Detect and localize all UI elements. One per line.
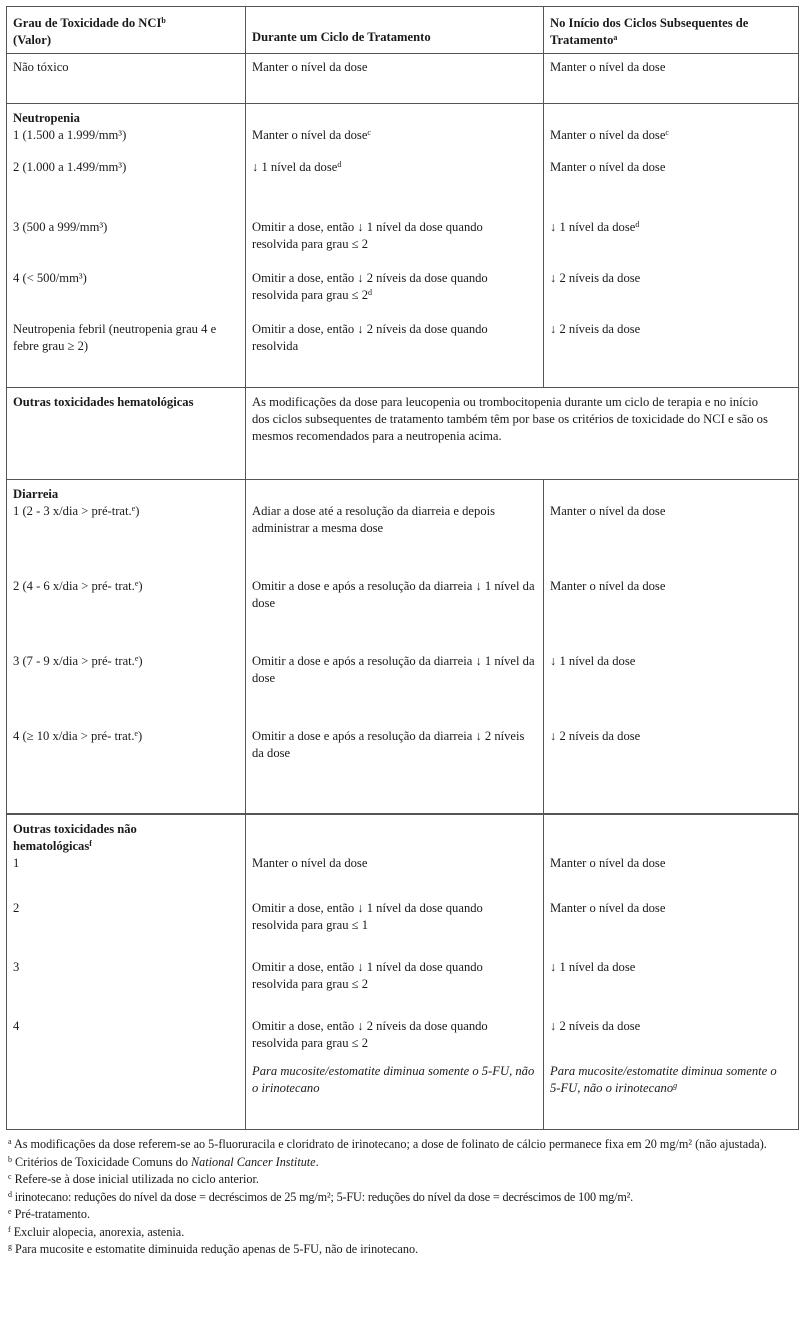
footnote-f: $^f$ Excluir alopecia, anorexia, astenia. — [8, 1224, 185, 1239]
start-cell: ↓ 2 níveis da dose — [550, 322, 641, 336]
during-cell: Omitir a dose, então ↓ 1 nível da dose quando resolvida para grau ≤ 2 — [252, 959, 483, 991]
footnote-e: $^e$ Pré-tratamento. — [8, 1207, 91, 1221]
start-cell: ↓ 1 nível da dose — [550, 654, 636, 668]
during-cell: Manter o nível da dose — [252, 60, 368, 74]
grade-cell: Não tóxico — [13, 60, 69, 74]
grade-cell: Neutropenia febril (neutropenia grau 4 e febre grau ≥ 2) — [13, 322, 217, 353]
table-header-row — [7, 7, 799, 54]
footnote-c: $^c$ Refere-se à dose inicial utilizada no ciclo anterior. — [8, 1172, 259, 1186]
section-other-nonhematologic — [7, 814, 799, 1130]
footnote-ref: a — [613, 33, 618, 42]
header-grade — [7, 7, 246, 54]
during-cell: Omitir a dose, então ↓ 1 nível da dose quando resolvida para grau ≤ 2 — [252, 220, 483, 251]
header-start — [544, 7, 799, 54]
mucositis-note: Para mucosite/estomatite diminua somente o 5-FU, não o irinotecano$^g$ — [550, 1063, 777, 1095]
section-title: Diarreia — [13, 487, 59, 501]
during-cell: ↓ 1 nível da dose$^d$ — [252, 160, 342, 174]
grade-cell: 3 — [13, 959, 20, 974]
start-cell: ↓ 2 níveis da dose — [550, 729, 641, 743]
start-cell: Manter o nível da dose — [550, 504, 666, 518]
during-cell: Omitir a dose, então ↓ 2 níveis da dose quando resolvida — [252, 322, 488, 353]
section-other-hematologic — [7, 388, 799, 480]
header-during-label: Durante um Ciclo de Tratamento — [252, 30, 431, 44]
during-cell: Omitir a dose e após a resolução da diarreia ↓ 1 nível da dose — [252, 579, 535, 610]
start-cell: Manter o nível da dose — [550, 579, 666, 593]
grade-cell: 4 — [13, 1018, 20, 1033]
grade-cell: 4 (< 500/mm³) — [13, 271, 87, 285]
grade-cell: 3 (500 a 999/mm³) — [13, 220, 108, 234]
mucositis-note: Para mucosite/estomatite diminua somente o 5-FU, não o irinotecano — [252, 1063, 535, 1095]
start-cell: Manter o nível da dose — [550, 900, 666, 915]
section-neutropenia — [7, 104, 799, 388]
header-grade-label: Grau de Toxicidade do NCI — [13, 16, 162, 30]
footnote-d: $^d$ irinotecano: reduções do nível da dose = decréscimos de 25 mg/m²; 5-FU: reduções do nível da dose = decréscimos de 100 mg/m². — [8, 1189, 634, 1204]
grade-cell: 2 (1.000 a 1.499/mm³) — [13, 160, 127, 174]
footnote-ref: b — [161, 16, 166, 25]
toxicity-table — [6, 6, 799, 1130]
document — [6, 6, 798, 1259]
during-cell: Omitir a dose, então ↓ 2 níveis da dose quando resolvida para grau ≤ $2^d$ — [252, 271, 488, 302]
footnote-g: $^g$ Para mucosite e estomatite diminuida redução apenas de 5-FU, não de irinotecano. — [8, 1242, 419, 1256]
section-title: Outras toxicidades hematológicas — [13, 395, 194, 409]
during-cell: Manter o nível da dose — [252, 855, 368, 870]
grade-cell: 2 — [13, 900, 20, 915]
start-cell: ↓ 2 níveis da dose — [550, 1018, 641, 1033]
grade-cell: 4 (≥ 10 x/dia > pré- trat.$^e$) — [13, 729, 143, 743]
header-start-label: No Início dos Ciclos Subsequentes de Tratamento — [550, 16, 749, 47]
during-cell: Omitir a dose, então ↓ 1 nível da dose quando resolvida para grau ≤ 1 — [252, 900, 483, 932]
during-cell: Omitir a dose e após a resolução da diarreia ↓ 1 nível da dose — [252, 654, 535, 685]
header-during — [246, 7, 544, 54]
footnote-a: $^a$ As modificações da dose referem-se ao 5-fluoruracila e cloridrato de irinotecano; a dose de folinato de cálcio permanece fixa em 20 mg/m² (não ajustada). — [8, 1137, 767, 1151]
footnote-b: $^b$ Critérios de Toxicidade Comuns do National Cancer Institute. — [8, 1154, 319, 1169]
section-text: As modificações da dose para leucopenia ou trombocitopenia durante um ciclo de terapia e no início dos ciclos subsequentes de tratamento também têm por base os critérios de toxicidade do NCI e são os mesmos recomendados para a neutropenia acima. — [252, 395, 768, 443]
start-cell: ↓ 1 nível da dose — [550, 959, 636, 974]
grade-cell: 1 (1.500 a 1.999/mm³) — [13, 128, 127, 142]
section-title: Neutropenia — [13, 111, 80, 125]
start-cell: ↓ 1 nível da dose$^d$ — [550, 220, 640, 234]
grade-cell: 1 — [13, 855, 20, 870]
start-cell: Manter o nível da dose — [550, 60, 666, 74]
during-cell: Adiar a dose até a resolução da diarreia e depois administrar a mesma dose — [252, 504, 496, 535]
section-diarrhea — [7, 480, 799, 814]
row-nontoxic — [7, 54, 799, 104]
start-cell: ↓ 2 níveis da dose — [550, 271, 641, 285]
section-title: Outras toxicidades não hematológicas$^f$ — [13, 821, 137, 853]
during-cell: Omitir a dose e após a resolução da diarreia ↓ 2 níveis da dose — [252, 729, 525, 760]
start-cell: Manter o nível da dose — [550, 160, 666, 174]
during-cell: Manter o nível da dose$^c$ — [252, 128, 371, 142]
grade-cell: 2 (4 - 6 x/dia > pré- trat.$^e$) — [13, 579, 143, 593]
header-grade-sublabel: (Valor) — [13, 33, 52, 47]
start-cell: Manter o nível da dose — [550, 855, 666, 870]
grade-cell: 3 (7 - 9 x/dia > pré- trat.$^e$) — [13, 654, 143, 668]
start-cell: Manter o nível da dose$^c$ — [550, 128, 669, 142]
during-cell: Omitir a dose, então ↓ 2 níveis da dose quando resolvida para grau ≤ 2 — [252, 1018, 488, 1050]
grade-cell: 1 (2 - 3 x/dia > pré-trat.$^e$) — [13, 504, 140, 518]
footnotes — [6, 1136, 798, 1259]
